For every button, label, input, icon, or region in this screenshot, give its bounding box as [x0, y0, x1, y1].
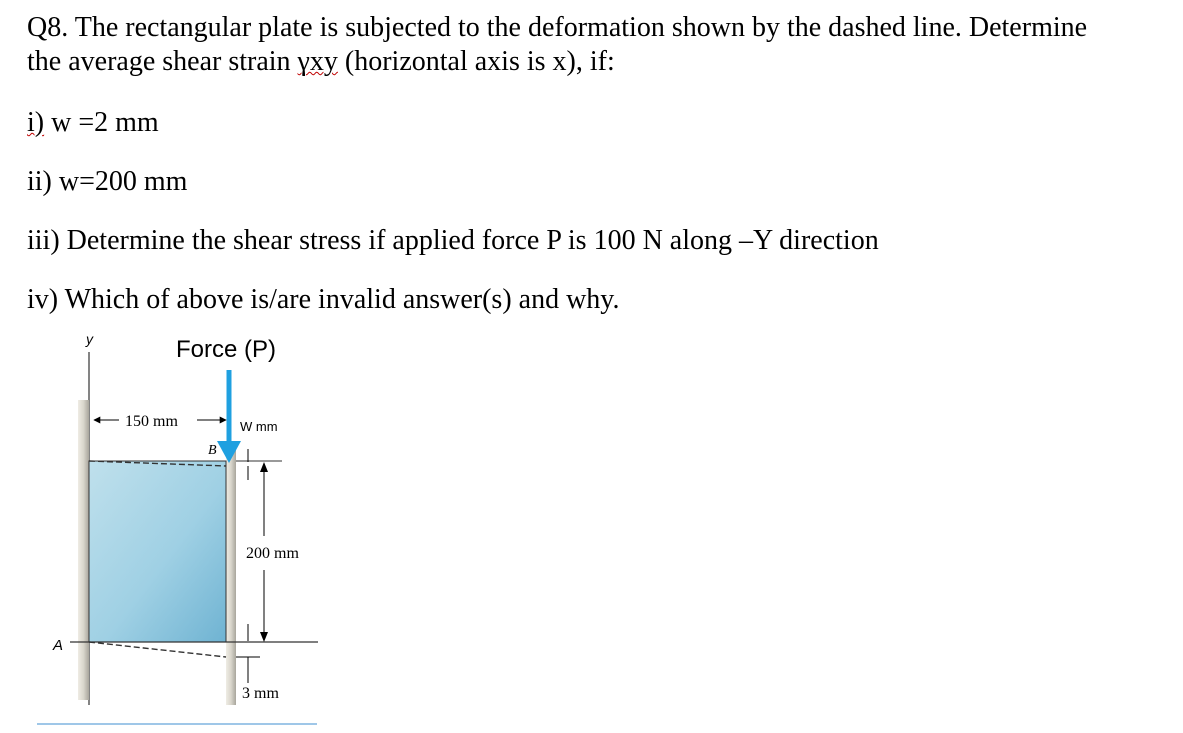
item-2-text: ii) w=200 mm: [27, 166, 188, 197]
y-axis-label: y: [86, 331, 93, 347]
item-3-text: iii) Determine the shear stress if applied force P is 100 N along –Y direction: [27, 225, 879, 256]
shear-strain-symbol: γxy: [297, 46, 338, 77]
dim-200-label: 200 mm: [246, 545, 299, 562]
force-label: Force (P): [176, 336, 277, 363]
point-a-label: A: [53, 637, 64, 654]
item-1-prefix: i): [27, 107, 45, 138]
dim-w-label: W mm: [240, 419, 278, 434]
plate: [89, 461, 226, 642]
right-support: [226, 445, 236, 705]
dim-200-bottom-arrow: [260, 632, 268, 642]
dim-150-label: 150 mm: [125, 413, 178, 430]
item-1-text: w =2 mm: [44, 107, 159, 138]
dim-200-top-arrow: [260, 462, 268, 472]
force-arrow-head: [217, 441, 241, 463]
question-text-2b: (horizontal axis is x), if:: [337, 46, 615, 77]
question-text: Q8. The rectangular plate is subjected to the deformation shown by the dashed line. Determine: [27, 12, 1088, 43]
point-b-label: B: [208, 443, 217, 458]
item-4-text: iv) Which of above is/are invalid answer(s) and why.: [27, 284, 620, 315]
left-wall: [78, 400, 89, 700]
question-text-2a: the average shear strain: [27, 46, 298, 77]
dim-3mm-label: 3 mm: [242, 685, 279, 702]
